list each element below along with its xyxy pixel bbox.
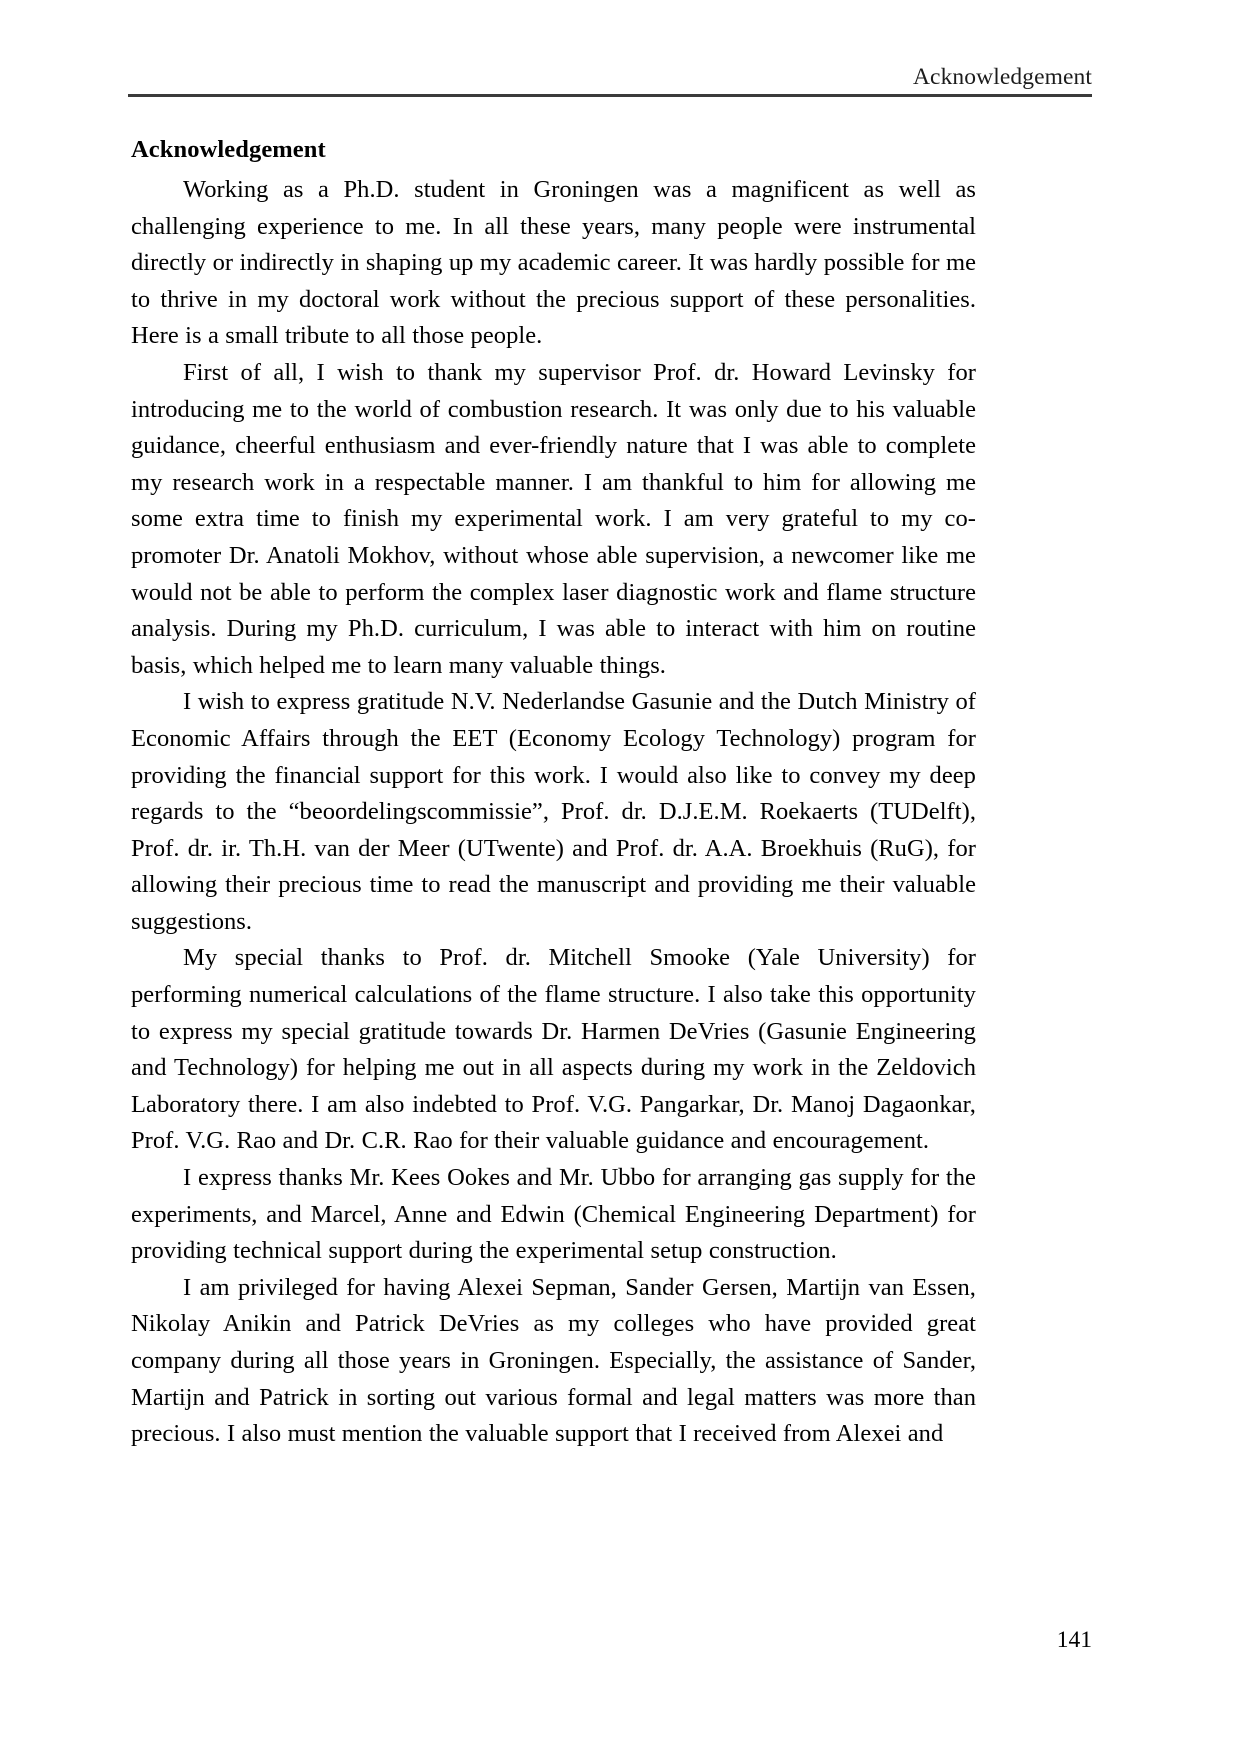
paragraph-funding-committee: I wish to express gratitude N.V. Nederlandse Gasunie and the Dutch Ministry of Economic Affairs through the EET (Economy Ecology Technology) program for providing the financial support for this work. I would also like to convey my deep regards to the “beoordelingscommissie”, Prof. dr. D.J.E.M. Roekaerts (TUDelft), Prof. dr. ir. Th.H. van der Meer (UTwente) and Prof. dr. A.A. Broekhuis (RuG), for allowing their precious time to read the manuscript and providing me their valuable suggestions. bbox=[131, 688, 976, 935]
paragraph-supervisors: First of all, I wish to thank my supervisor Prof. dr. Howard Levinsky for introducing me to the world of combustion research. It was only due to his valuable guidance, cheerful enthusiasm and ever-friendly nature that I was able to complete my research work in a respectable manner. I am thankful to him for allowing me some extra time to finish my experimental work. I am very grateful to my co-promoter Dr. Anatoli Mokhov, without whose able supervision, a newcomer like me would not be able to perform the complex laser diagnostic work and flame structure analysis. During my Ph.D. curriculum, I was able to interact with him on routine basis, which helped me to learn many valuable things. bbox=[131, 358, 976, 679]
paragraph-colleagues: I am privileged for having Alexei Sepman, Sander Gersen, Martijn van Essen, Nikolay Anikin and Patrick DeVries as my colleges who have provided great company during all those years in Groningen. Especially, the assistance of Sander, Martijn and Patrick in sorting out various formal and legal matters was more than precious. I also must mention the valuable support that I received from Alexei and bbox=[131, 1273, 976, 1448]
paragraph-technical-support: I express thanks Mr. Kees Ookes and Mr. Ubbo for arranging gas supply for the experiments, and Marcel, Anne and Edwin (Chemical Engineering Department) for providing technical support during the experimental setup construction. bbox=[131, 1164, 976, 1265]
running-header-text: Acknowledgement bbox=[912, 64, 1092, 90]
page-title: Acknowledgement bbox=[131, 136, 326, 163]
paragraph-collaborators: My special thanks to Prof. dr. Mitchell Smooke (Yale University) for performing numerical calculations of the flame structure. I also take this opportunity to express my special gratitude towards Dr. Harmen DeVries (Gasunie Engineering and Technology) for helping me out in all aspects during my work in the Zeldovich Laboratory there. I am also indebted to Prof. V.G. Pangarkar, Dr. Manoj Dagaonkar, Prof. V.G. Rao and Dr. C.R. Rao for their valuable guidance and encouragement. bbox=[131, 944, 976, 1155]
page-number: 141 bbox=[1056, 1627, 1092, 1653]
page-content bbox=[131, 133, 976, 1453]
paragraph-intro: Working as a Ph.D. student in Groningen was a magnificent as well as challenging experience to me. In all these years, many people were instrumental directly or indirectly in shaping up my academic career. It was hardly possible for me to thrive in my doctoral work without the precious support of these personalities. Here is a small tribute to all those people. bbox=[131, 176, 976, 350]
header-divider-rule bbox=[128, 94, 1092, 97]
